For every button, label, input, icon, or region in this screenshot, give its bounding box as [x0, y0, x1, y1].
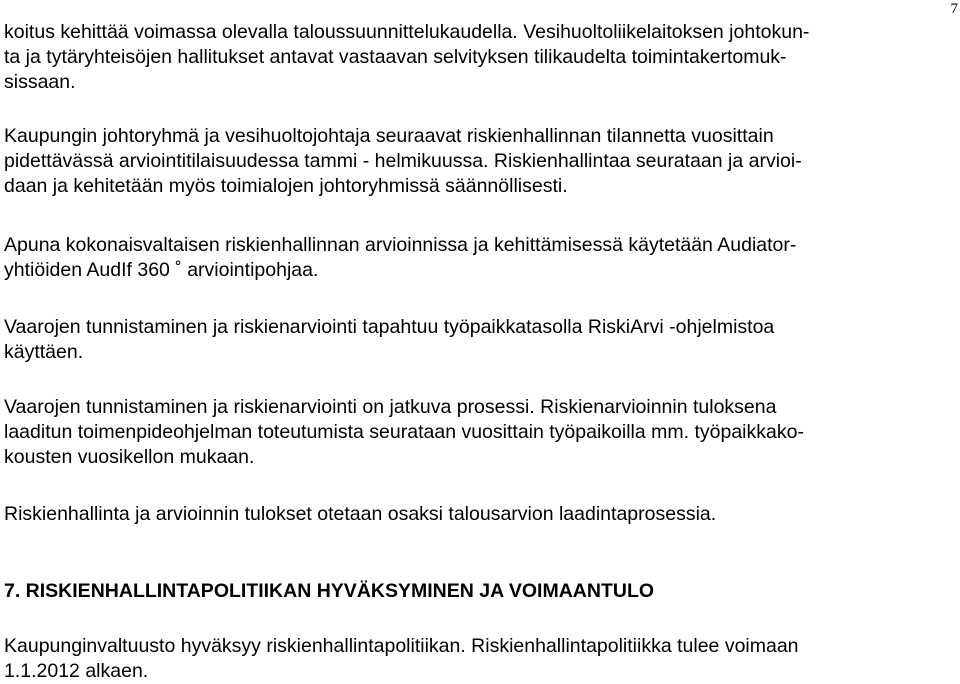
paragraph-3: [4, 233, 952, 283]
text-line: Kaupunginvaltuusto hyväksyy riskienhallintapolitiikan. Riskienhallintapolitiikka tulee voimaan: [4, 635, 799, 657]
text-line: Vaarojen tunnistaminen ja riskienarviointi tapahtuu työpaikkatasolla RiskiArvi -ohjelmistoa: [4, 316, 775, 338]
text-line: yhtiöiden AudIf 360 ˚ arviointipohjaa.: [4, 259, 319, 281]
paragraph-1: [4, 20, 952, 95]
text-line: Apuna kokonaisvaltaisen riskienhallinnan arvioinnissa ja kehittämisessä käytetään Audiator-: [4, 234, 797, 256]
text-line: ta ja tytäryhteisöjen hallitukset antavat vastaavan selvityksen tilikaudelta toimintakertomuk-: [4, 46, 787, 68]
text-line: sissaan.: [4, 71, 76, 93]
text-line: kousten vuosikellon mukaan.: [4, 446, 255, 468]
text-line: Riskienhallinta ja arvioinnin tulokset otetaan osaksi talousarvion laadintaprosessia.: [4, 503, 717, 525]
section-heading: 7. RISKIENHALLINTAPOLITIIKAN HYVÄKSYMINEN JA VOIMAANTULO: [4, 580, 655, 602]
paragraph-2: [4, 124, 952, 199]
text-line: Kaupungin johtoryhmä ja vesihuoltojohtaja seuraavat riskienhallinnan tilannetta vuosittain: [4, 125, 774, 147]
paragraph-4: [4, 315, 952, 365]
paragraph-5: [4, 395, 952, 470]
paragraph-6: [4, 502, 952, 527]
text-line: pidettävässä arviointitilaisuudessa tammi - helmikuussa. Riskienhallintaa seurataan ja arvioi-: [4, 150, 802, 172]
text-line: koitus kehittää voimassa olevalla taloussuunnittelukaudella. Vesihuoltoliikelaitoksen johtokun-: [4, 21, 810, 43]
section-paragraph: [4, 634, 952, 684]
text-line: daan ja kehitetään myös toimialojen johtoryhmissä säännöllisesti.: [4, 175, 568, 197]
text-line: käyttäen.: [4, 341, 84, 363]
text-line: Vaarojen tunnistaminen ja riskienarviointi on jatkuva prosessi. Riskienarvioinnin tuloksena: [4, 396, 777, 418]
text-line: 1.1.2012 alkaen.: [4, 660, 149, 682]
page-number: 7: [950, 1, 958, 17]
text-line: laaditun toimenpideohjelman toteutumista seurataan vuosittain työpaikoilla mm. työpaikkako-: [4, 421, 804, 443]
